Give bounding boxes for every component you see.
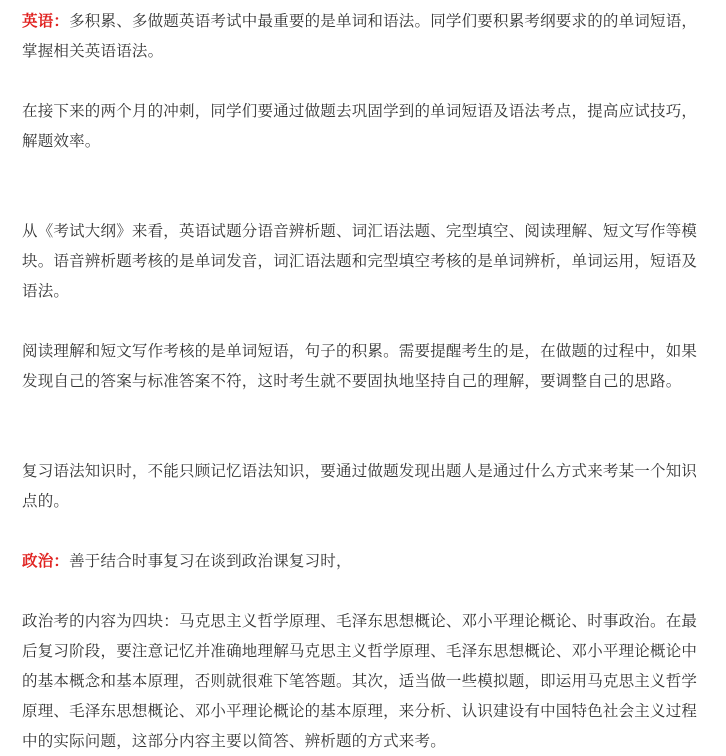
politics-intro-paragraph	[22, 546, 704, 576]
english-grammar-paragraph: 复习语法知识时，不能只顾记忆语法知识，要通过做题发现出题人是通过什么方式来考某一个知识点的。	[22, 462, 698, 510]
english-intro-text: 多积累、多做题英语考试中最重要的是单词和语法。同学们要积累考纲要求的的单词短语，掌握相关英语语法。	[22, 12, 698, 60]
politics-intro-text: 善于结合时事复习在谈到政治课复习时，	[69, 552, 352, 570]
politics-label: 政治：	[22, 552, 70, 570]
english-outline-paragraph: 从《考试大纲》来看，英语试题分语音辨析题、词汇语法题、完型填空、阅读理解、短文写作等模块。语音辨析题考核的是单词发音，词汇语法题和完型填空考核的是单词辨析，单词运用，短语及语法。	[22, 222, 698, 300]
english-sprint-paragraph: 在接下来的两个月的冲刺，同学们要通过做题去巩固学到的单词短语及语法考点，提高应试技巧，解题效率。	[22, 102, 698, 150]
english-label: 英语：	[22, 12, 70, 30]
politics-content-paragraph: 政治考的内容为四块：马克思主义哲学原理、毛泽东思想概论、邓小平理论概论、时事政治。在最后复习阶段，要注意记忆并准确地理解马克思主义哲学原理、毛泽东思想概论、邓小平理论概论中的基本概念和基本原理，否则就很难下笔答题。其次，适当做一些模拟题，即运用马克思主义哲学原理、毛泽东思想概论、邓小平理论概论的基本原理，来分析、认识建设有中国特色社会主义过程中的实际问题，这部分内容主要以简答、辨析题的方式来考。	[22, 612, 698, 750]
english-intro-paragraph	[22, 6, 704, 66]
english-reading-paragraph: 阅读理解和短文写作考核的是单词短语，句子的积累。需要提醒考生的是，在做题的过程中，如果发现自己的答案与标准答案不符，这时考生就不要固执地坚持自己的理解，要调整自己的思路。	[22, 342, 698, 390]
article-body	[22, 6, 704, 756]
